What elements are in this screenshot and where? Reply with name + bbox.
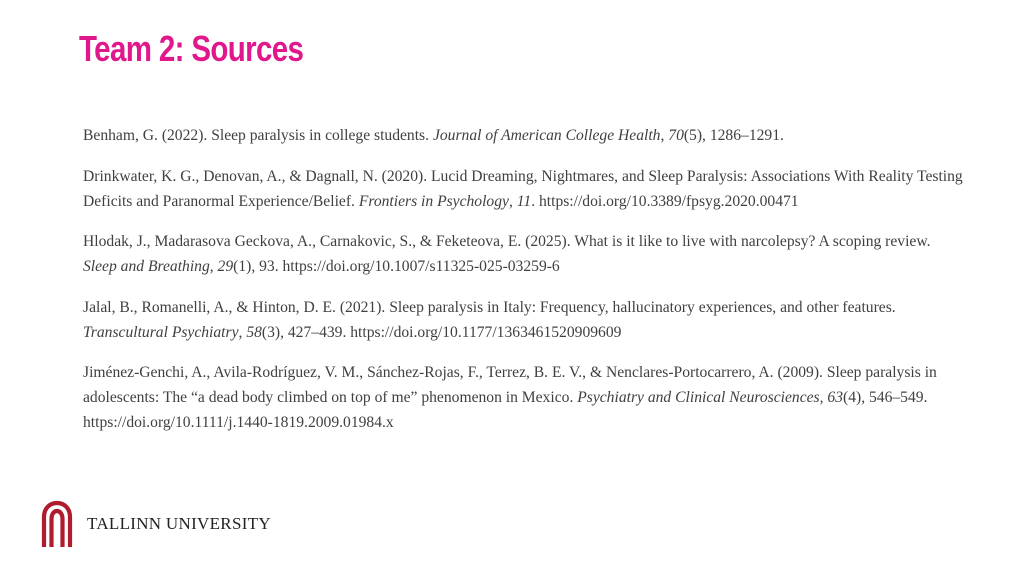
reference-item: Drinkwater, K. G., Denovan, A., & Dagnall, N. (2020). Lucid Dreaming, Nightmares, and Sleep Paralysis: Associations With Reality Testing Deficits and Paranormal Experience/Belief. Frontiers in Psychology, 11. https://doi.org/10.3389/fpsyg.2020.00471 [83, 167, 963, 210]
page-title: Team 2: Sources [79, 28, 304, 69]
volume-number: 58 [246, 323, 262, 341]
journal-name: Psychiatry and Clinical Neurosciences [577, 389, 820, 406]
university-logo [41, 500, 271, 548]
reference-item: Jiménez-Genchi, A., Avila-Rodríguez, V. M., Sánchez-Rojas, F., Terrez, B. E. V., & Nenclares-Portocarrero, A. (2009). Sleep paralysis in adolescents: The “a dead body climbed on top of me” phenomenon in Mexico. Psychiatry and Clinical Neurosciences, 63(4), 546–549. https://doi.org/10.1111/j.1440-1819.2009.01984.x [83, 364, 937, 431]
reference-item: Hlodak, J., Madarasova Geckova, A., Carnakovic, S., & Feketeova, E. (2025). What is it like to live with narcolepsy? A scoping review. Sleep and Breathing, 29(1), 93. https://doi.org/10.1007/s11325-025-03259-6 [83, 233, 931, 275]
journal-name: Sleep and Breathing [83, 258, 210, 275]
logo-text: TALLINN UNIVERSITY [87, 514, 271, 533]
volume-number: 63 [827, 389, 844, 406]
reference-item: Jalal, B., Romanelli, A., & Hinton, D. E. (2021). Sleep paralysis in Italy: Frequency, hallucinatory experiences, and other features. Transcultural Psychiatry, 58(3), 427–439. https://doi.org/10.1177/1363461520909609 [83, 298, 896, 341]
volume-number: 29 [217, 258, 234, 275]
reference-list [83, 123, 963, 451]
journal-name: Journal of American College Health [432, 127, 661, 144]
journal-name: Transcultural Psychiatry [83, 323, 239, 341]
tallinn-university-arch-icon [41, 500, 73, 548]
volume-number: 11 [516, 192, 532, 210]
reference-item: Benham, G. (2022). Sleep paralysis in college students. Journal of American College Health, 70(5), 1286–1291. [83, 127, 784, 144]
journal-name: Frontiers in Psychology [358, 192, 509, 210]
volume-number: 70 [668, 127, 684, 144]
